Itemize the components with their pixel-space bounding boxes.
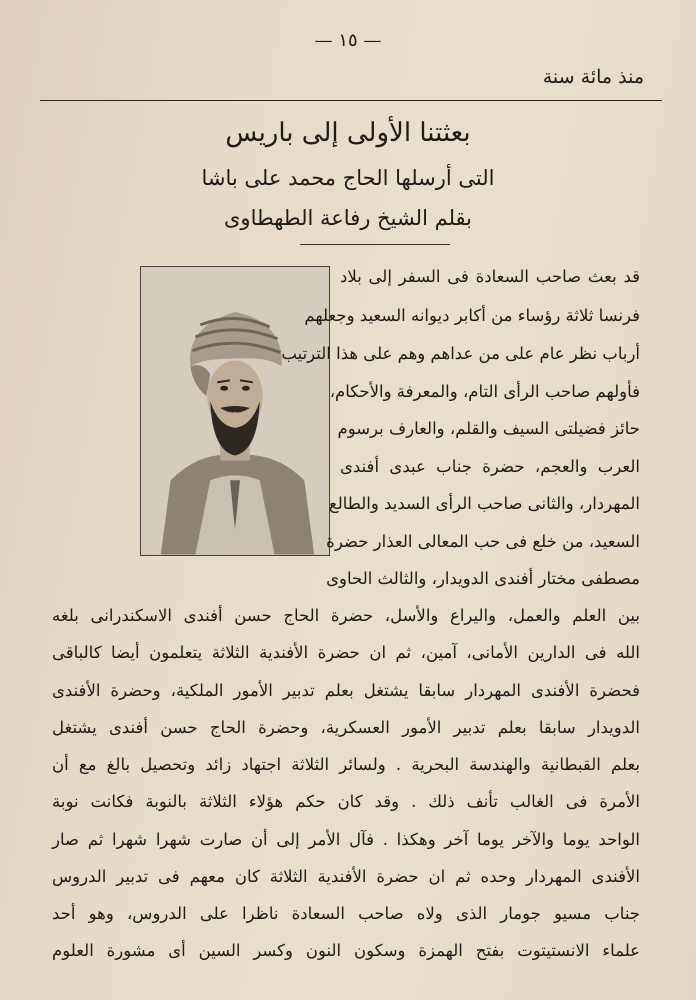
text-line: مصطفى مختار أفندى الدويدار، والثالث الحاوى	[326, 569, 640, 588]
text-line: جناب مسيو جومار الذى ولاه صاحب السعادة ناظرا على الدروس، وهو أحد	[52, 904, 640, 923]
portrait-engraving-icon	[141, 267, 329, 555]
text-line: فحضرة الأفندى المهردار سابقا يشتغل بعلم تدبير الأمور الملكية، وحضرة الأفندى	[52, 681, 640, 700]
text-line: العرب والعجم، حضرة جناب عبدى أفندى	[340, 457, 640, 476]
running-head: منذ مائة سنة	[542, 66, 644, 88]
text-line: الأفندى المهردار وحده ثم ان حضرة الأفندية الثلاثة كان معهم فى تدبير الدروس	[52, 867, 640, 886]
text-line: بعلم القبطانية والهندسة البحرية . ولسائر الثلاثة اجتهاد زائد وتحصيل بالغ مع أن	[52, 755, 640, 774]
page-number: — ١٥ —	[314, 30, 382, 51]
text-line: السعيد، من خلع فى حب المعالى العذار حضرة	[326, 532, 640, 551]
text-line: الأمرة فى الغالب تأنف ذلك . وقد كان حكم هؤلاء الثلاثة بالنوبة فكانت نوبة	[52, 792, 640, 811]
text-line: فأولهم صاحب الرأى التام، والمعرفة والأحكام،	[329, 382, 640, 401]
text-line: المهردار، والثانى صاحب الرأى السديد والطالع	[328, 494, 640, 513]
portrait-image	[140, 266, 330, 556]
text-line: أرباب نظر عام على من عداهم وهم على هذا الترتيب	[281, 344, 640, 363]
text-line: علماء الانستيتوت بفتح الهمزة وسكون النون وكسر السين أى مشورة العلوم	[52, 941, 640, 960]
text-line: قد بعث صاحب السعادة فى السفر إلى بلاد	[340, 267, 640, 286]
header-rule	[40, 100, 662, 101]
text-line: الله فى الدارين الأمانى، آمين، ثم ان حضرة الأفندية الثلاثة يتعلمون أيضا كالباقى	[52, 643, 640, 662]
text-line: بين العلم والعمل، واليراع والأسل، حضرة الحاج حسن أفندى الاسكندرانى بلغه	[52, 606, 640, 625]
text-line: فرنسا ثلاثة رؤساء من أكابر ديوانه السعيد وجعلهم	[304, 306, 640, 325]
text-line: الدويدار سابقا بعلم تدبير الأمور العسكرية، وحضرة الحاج حسن أفندى يشتغل	[52, 718, 640, 737]
article-title: بعثتنا الأولى إلى باريس	[225, 118, 471, 148]
text-line: حائز فضيلتى السيف والقلم، والعارف برسوم	[337, 419, 640, 438]
article-subtitle: التى أرسلها الحاج محمد على باشا	[201, 166, 495, 190]
title-divider	[300, 244, 450, 245]
article-byline: بقلم الشيخ رفاعة الطهطاوى	[224, 206, 472, 230]
text-line: الواحد يوما والآخر يوما آخر وهكذا . فآل الأمر إلى أن صارت شهرا شهرا ثم صار	[52, 830, 640, 849]
